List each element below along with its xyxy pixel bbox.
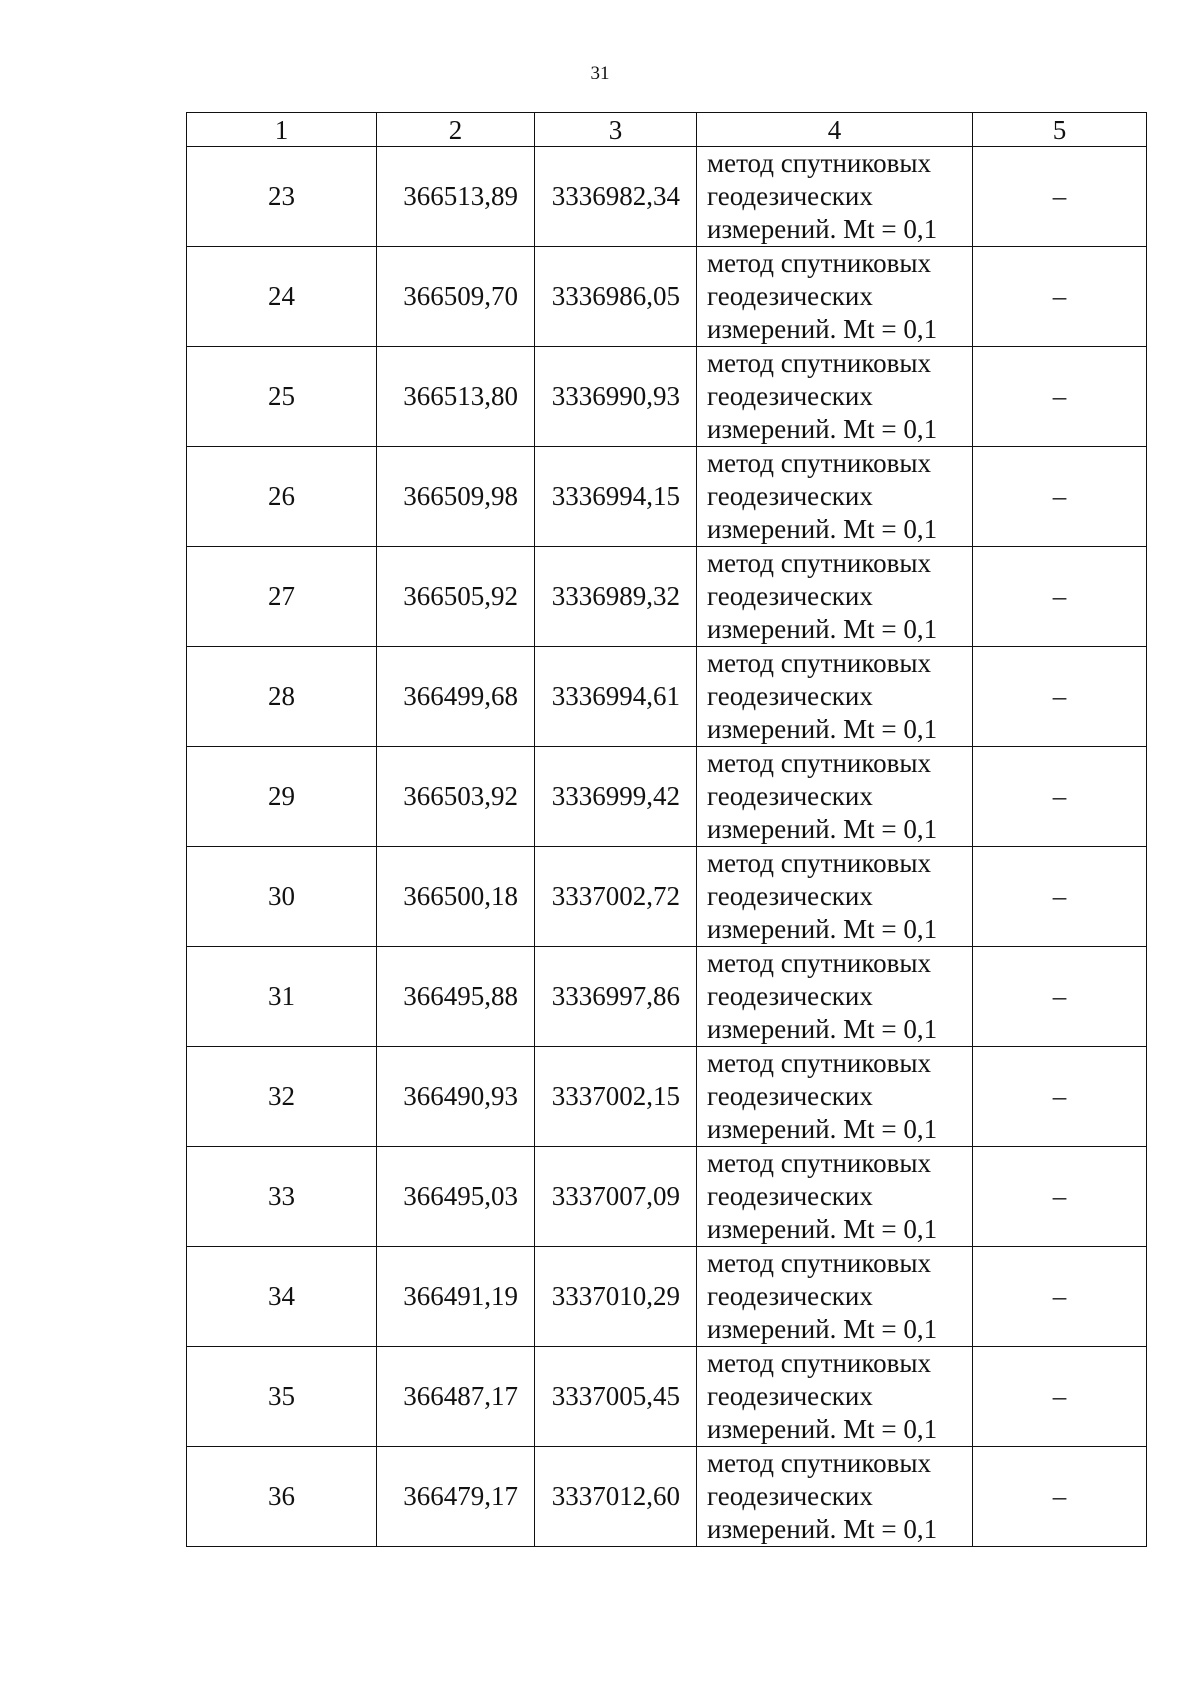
method-line: измерений. Mt = 0,1 (707, 414, 938, 444)
method-cell (697, 547, 973, 647)
method-cell (697, 1347, 973, 1447)
table-row (187, 1047, 1147, 1147)
method-line: геодезических (707, 881, 873, 911)
x-coordinate-cell: 366487,17 (377, 1347, 535, 1447)
method-cell (697, 447, 973, 547)
method-line: геодезических (707, 381, 873, 411)
x-coordinate-cell: 366509,70 (377, 247, 535, 347)
table-row (187, 947, 1147, 1047)
method-line: измерений. Mt = 0,1 (707, 1414, 938, 1444)
method-line: метод спутниковых (707, 1348, 931, 1378)
coordinates-table (186, 112, 1147, 1547)
method-line: метод спутниковых (707, 848, 931, 878)
table-row (187, 1347, 1147, 1447)
x-coordinate-cell: 366509,98 (377, 447, 535, 547)
x-coordinate-cell: 366505,92 (377, 547, 535, 647)
method-line: измерений. Mt = 0,1 (707, 1514, 938, 1544)
point-number-cell: 26 (187, 447, 377, 547)
y-coordinate-cell: 3337012,60 (535, 1447, 697, 1547)
method-line: метод спутниковых (707, 1048, 931, 1078)
method-line: метод спутниковых (707, 148, 931, 178)
point-number-cell: 29 (187, 747, 377, 847)
note-cell: – (973, 547, 1147, 647)
method-line: измерений. Mt = 0,1 (707, 514, 938, 544)
method-line: метод спутниковых (707, 348, 931, 378)
method-line: метод спутниковых (707, 1248, 931, 1278)
note-cell: – (973, 447, 1147, 547)
y-coordinate-cell: 3336994,61 (535, 647, 697, 747)
method-line: геодезических (707, 781, 873, 811)
y-coordinate-cell: 3336994,15 (535, 447, 697, 547)
header-row (187, 113, 1147, 147)
x-coordinate-cell: 366513,80 (377, 347, 535, 447)
method-line: измерений. Mt = 0,1 (707, 1214, 938, 1244)
table-row (187, 247, 1147, 347)
y-coordinate-cell: 3336997,86 (535, 947, 697, 1047)
y-coordinate-cell: 3337005,45 (535, 1347, 697, 1447)
note-cell: – (973, 647, 1147, 747)
method-cell (697, 847, 973, 947)
y-coordinate-cell: 3337002,15 (535, 1047, 697, 1147)
y-coordinate-cell: 3336999,42 (535, 747, 697, 847)
method-cell (697, 1247, 973, 1347)
method-line: измерений. Mt = 0,1 (707, 1014, 938, 1044)
table-row (187, 1447, 1147, 1547)
method-cell (697, 647, 973, 747)
method-line: метод спутниковых (707, 248, 931, 278)
method-cell (697, 947, 973, 1047)
method-line: измерений. Mt = 0,1 (707, 614, 938, 644)
method-line: метод спутниковых (707, 748, 931, 778)
method-line: измерений. Mt = 0,1 (707, 914, 938, 944)
x-coordinate-cell: 366500,18 (377, 847, 535, 947)
column-header-4: 4 (697, 113, 973, 147)
table-row (187, 447, 1147, 547)
column-header-2: 2 (377, 113, 535, 147)
method-line: геодезических (707, 981, 873, 1011)
method-line: геодезических (707, 1381, 873, 1411)
y-coordinate-cell: 3337010,29 (535, 1247, 697, 1347)
note-cell: – (973, 947, 1147, 1047)
method-line: измерений. Mt = 0,1 (707, 1114, 938, 1144)
table-row (187, 647, 1147, 747)
table-row (187, 347, 1147, 447)
point-number-cell: 33 (187, 1147, 377, 1247)
method-line: геодезических (707, 481, 873, 511)
point-number-cell: 25 (187, 347, 377, 447)
x-coordinate-cell: 366491,19 (377, 1247, 535, 1347)
method-line: измерений. Mt = 0,1 (707, 714, 938, 744)
y-coordinate-cell: 3336989,32 (535, 547, 697, 647)
note-cell: – (973, 747, 1147, 847)
y-coordinate-cell: 3336982,34 (535, 147, 697, 247)
point-number-cell: 34 (187, 1247, 377, 1347)
note-cell: – (973, 1147, 1147, 1247)
note-cell: – (973, 147, 1147, 247)
point-number-cell: 31 (187, 947, 377, 1047)
method-line: метод спутниковых (707, 648, 931, 678)
method-cell (697, 147, 973, 247)
method-line: метод спутниковых (707, 1148, 931, 1178)
note-cell: – (973, 1047, 1147, 1147)
table-row (187, 547, 1147, 647)
column-header-1: 1 (187, 113, 377, 147)
note-cell: – (973, 247, 1147, 347)
y-coordinate-cell: 3336990,93 (535, 347, 697, 447)
method-line: метод спутниковых (707, 1448, 931, 1478)
y-coordinate-cell: 3337007,09 (535, 1147, 697, 1247)
method-line: геодезических (707, 281, 873, 311)
x-coordinate-cell: 366490,93 (377, 1047, 535, 1147)
method-cell (697, 1047, 973, 1147)
x-coordinate-cell: 366503,92 (377, 747, 535, 847)
note-cell: – (973, 1347, 1147, 1447)
note-cell: – (973, 1247, 1147, 1347)
column-header-3: 3 (535, 113, 697, 147)
y-coordinate-cell: 3336986,05 (535, 247, 697, 347)
table-header (187, 113, 1147, 147)
x-coordinate-cell: 366495,88 (377, 947, 535, 1047)
x-coordinate-cell: 366479,17 (377, 1447, 535, 1547)
point-number-cell: 27 (187, 547, 377, 647)
method-line: метод спутниковых (707, 948, 931, 978)
point-number-cell: 23 (187, 147, 377, 247)
point-number-cell: 28 (187, 647, 377, 747)
table-row (187, 847, 1147, 947)
point-number-cell: 30 (187, 847, 377, 947)
x-coordinate-cell: 366499,68 (377, 647, 535, 747)
method-cell (697, 247, 973, 347)
method-line: геодезических (707, 181, 873, 211)
table-row (187, 1247, 1147, 1347)
note-cell: – (973, 847, 1147, 947)
point-number-cell: 36 (187, 1447, 377, 1547)
method-cell (697, 1147, 973, 1247)
table-row (187, 147, 1147, 247)
note-cell: – (973, 1447, 1147, 1547)
table-body (187, 147, 1147, 1547)
x-coordinate-cell: 366495,03 (377, 1147, 535, 1247)
method-line: измерений. Mt = 0,1 (707, 1314, 938, 1344)
method-line: геодезических (707, 581, 873, 611)
table-row (187, 1147, 1147, 1247)
point-number-cell: 32 (187, 1047, 377, 1147)
point-number-cell: 24 (187, 247, 377, 347)
method-line: метод спутниковых (707, 548, 931, 578)
method-line: геодезических (707, 1081, 873, 1111)
method-line: геодезических (707, 1281, 873, 1311)
method-line: геодезических (707, 1481, 873, 1511)
note-cell: – (973, 347, 1147, 447)
page-number: 31 (590, 63, 610, 84)
column-header-5: 5 (973, 113, 1147, 147)
method-line: измерений. Mt = 0,1 (707, 214, 938, 244)
method-cell (697, 747, 973, 847)
method-line: измерений. Mt = 0,1 (707, 814, 938, 844)
method-line: метод спутниковых (707, 448, 931, 478)
table-row (187, 747, 1147, 847)
method-line: геодезических (707, 1181, 873, 1211)
method-line: измерений. Mt = 0,1 (707, 314, 938, 344)
method-cell (697, 1447, 973, 1547)
method-cell (697, 347, 973, 447)
x-coordinate-cell: 366513,89 (377, 147, 535, 247)
point-number-cell: 35 (187, 1347, 377, 1447)
y-coordinate-cell: 3337002,72 (535, 847, 697, 947)
method-line: геодезических (707, 681, 873, 711)
